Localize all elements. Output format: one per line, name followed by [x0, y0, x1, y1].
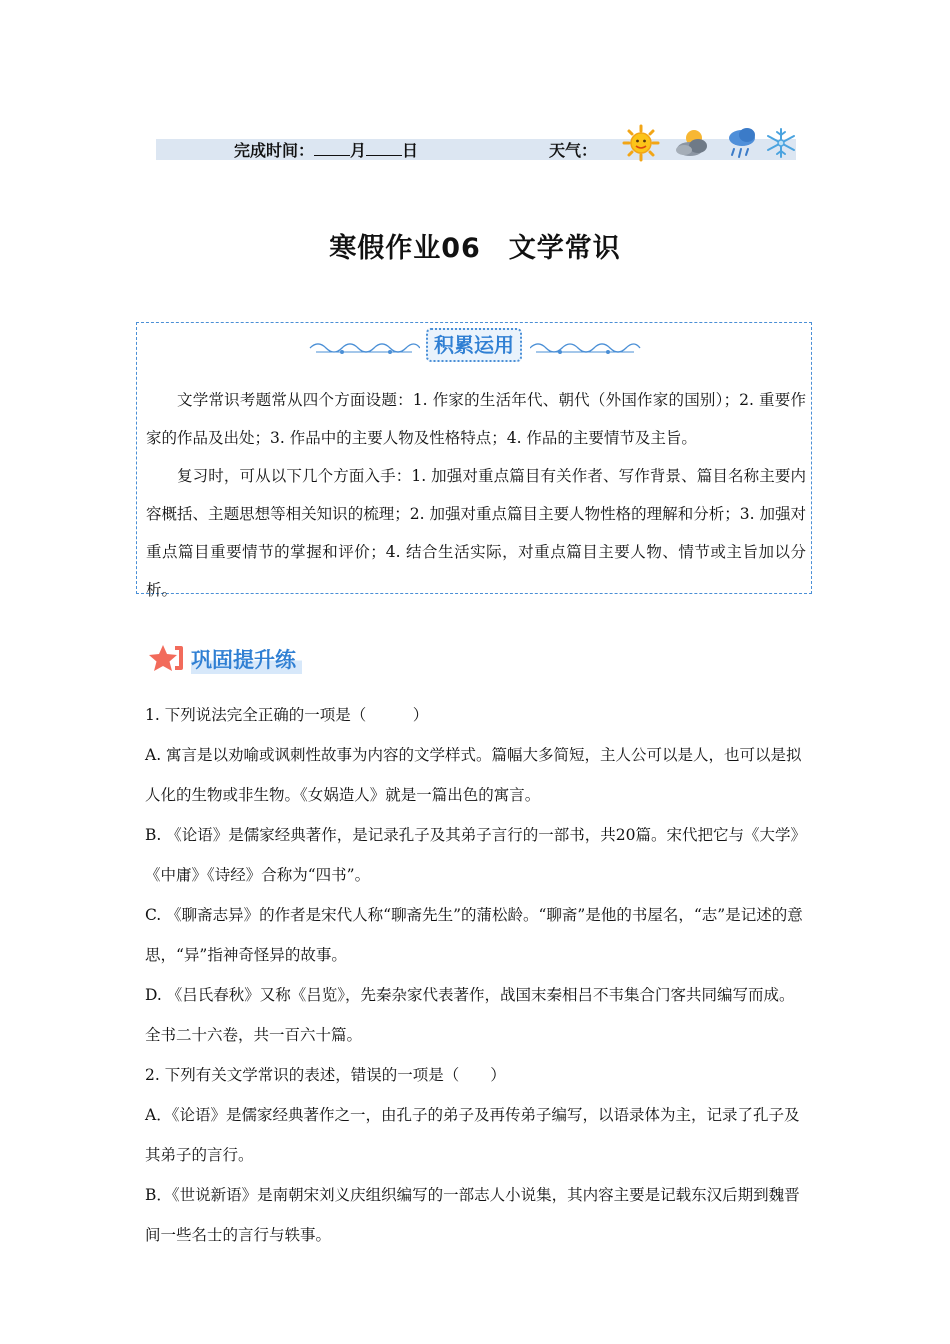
partly-cloudy-icon[interactable]	[672, 124, 712, 162]
right-wave-decoration	[530, 338, 642, 358]
question-stem: 1. 下列说法完全正确的一项是（ ）	[145, 706, 429, 724]
accumulate-text	[146, 381, 806, 609]
day-label: 日	[402, 141, 419, 160]
question-option[interactable]: D. 《吕氏春秋》又称《吕览》，先秦杂家代表著作，战国末秦相吕不韦集合门客共同编写而成。全书二十六卷，共一百六十篇。	[145, 986, 795, 1044]
completion-label: 完成时间：	[234, 141, 315, 160]
day-blank[interactable]	[366, 139, 402, 156]
question-option[interactable]: A. 寓言是以劝喻或讽刺性故事为内容的文学样式。篇幅大多简短，主人公可以是人，也可以是拟人化的生物或非生物。《女娲造人》就是一篇出色的寓言。	[145, 746, 802, 804]
month-label: 月	[350, 141, 367, 160]
question-option[interactable]: C. 《聊斋志异》的作者是宋代人称“聊斋先生”的蒲松龄。“聊斋”是他的书屋名，“志”是记述的意思，“异”指神奇怪异的故事。	[145, 906, 803, 964]
page-title: 寒假作业06 文学常识	[329, 233, 621, 264]
snowflake-icon[interactable]	[764, 124, 798, 162]
section-title: 巩固提升练	[191, 644, 302, 674]
question-option[interactable]: B. 《论语》是儒家经典著作，是记录孔子及其弟子言行的一部书，共20篇。宋代把它与《大学》《中庸》《诗经》合称为“四书”。	[145, 826, 806, 884]
left-wave-decoration	[308, 338, 420, 358]
question-option[interactable]: A．《论语》是儒家经典著作之一，由孔子的弟子及再传弟子编写，以语录体为主，记录了孔子及其弟子的言行。	[145, 1106, 800, 1164]
completion-time	[234, 139, 418, 163]
accumulate-badge: 积累运用	[426, 328, 522, 362]
month-blank[interactable]	[314, 139, 350, 156]
question-stem: 2. 下列有关文学常识的表述，错误的一项是（ ）	[145, 1066, 506, 1084]
accumulate-paragraph: 复习时，可从以下几个方面入手：1. 加强对重点篇目有关作者、写作背景、篇目名称主要内容概括、主题思想等相关知识的梳理；2. 加强对重点篇目主要人物性格的理解和分析；3. 加强对重点篇目重要情节的掌握和评价；4. 结合生活实际，对重点篇目主要人物、情节或主旨加以分析。	[146, 467, 806, 599]
rain-cloud-icon[interactable]	[725, 124, 759, 162]
weather-label: 天气：	[549, 141, 598, 160]
sun-icon[interactable]	[622, 124, 660, 162]
accumulate-paragraph: 文学常识考题常从四个方面设题：1. 作家的生活年代、朝代（外国作家的国别）；2. 重要作家的作品及出处；3. 作品中的主要人物及性格特点；4. 作品的主要情节及主旨。	[146, 391, 806, 447]
star-icon	[148, 642, 188, 676]
question-option[interactable]: B．《世说新语》是南朝宋刘义庆组织编写的一部志人小说集，其内容主要是记载东汉后期到魏晋间一些名士的言行与轶事。	[145, 1186, 800, 1244]
questions	[145, 695, 809, 1255]
